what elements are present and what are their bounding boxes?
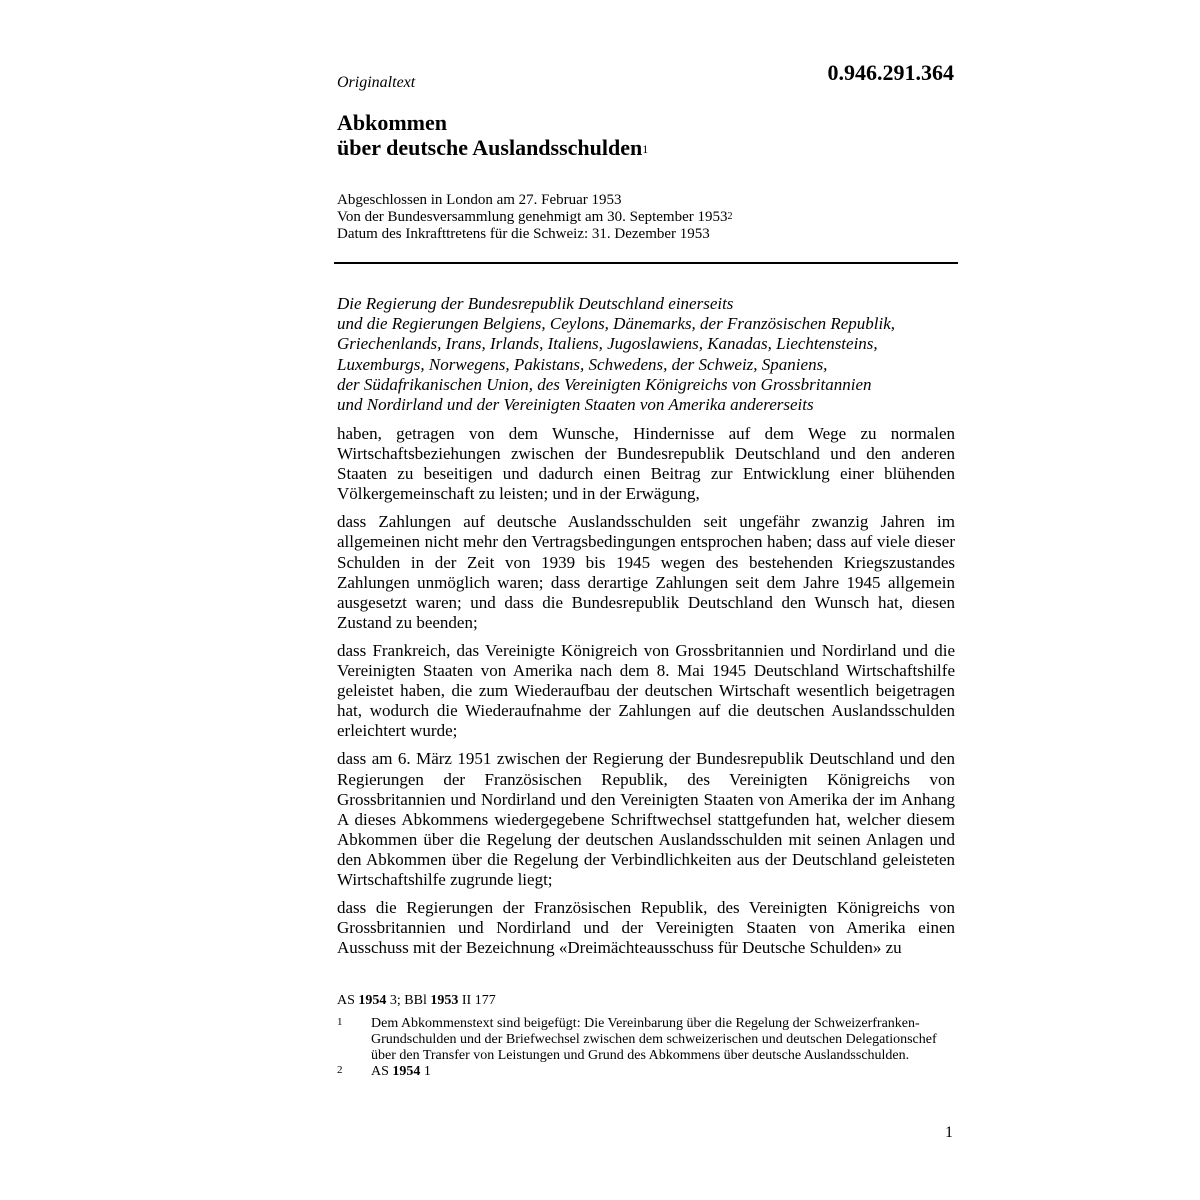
source-as-rest: 3; BBl [386, 993, 431, 1008]
document-metadata [337, 192, 733, 243]
preamble-line: Griechenlands, Irans, Irlands, Italiens, Jugoslawiens, Kanadas, Liechtensteins, [337, 334, 878, 354]
preamble-line: und die Regierungen Belgiens, Ceylons, Dänemarks, der Französischen Republik, [337, 314, 896, 334]
approval-date-text: Von der Bundesversammlung genehmigt am 30. September 1953 [337, 209, 728, 225]
source-as-prefix: AS [337, 993, 359, 1008]
footnote-text [371, 1064, 947, 1080]
title-line-2 [337, 135, 648, 160]
footnote-2-prefix: AS [371, 1064, 393, 1079]
footnote-2-year: 1954 [392, 1064, 421, 1079]
approval-date [337, 209, 733, 226]
title-line-2-text: über deutsche Auslandsschulden [337, 135, 643, 160]
paragraph: haben, getragen von dem Wunsche, Hindernisse auf dem Wege zu normalen Wirtschaftsbeziehungen zwischen der Bundesrepublik Deutschland und den anderen Staaten zu beseitigen und dadurch einen Beitrag zur Entwicklung einer blühenden Völkergemeinschaft zu leisten; und in der Erwägung, [337, 424, 955, 504]
footnote-number: 2 [337, 1064, 343, 1076]
sr-number: 0.946.291.364 [827, 60, 954, 85]
title-footnote-ref[interactable]: 1 [642, 142, 649, 156]
footnote-2-rest: 1 [420, 1064, 431, 1079]
paragraph: dass Zahlungen auf deutsche Auslandsschulden seit ungefähr zwanzig Jahren im allgemeinen nicht mehr den Vertragsbedingungen entsprochen haben; dass auf viele dieser Schulden in der Zeit von 1939 bis 1945 wegen des bestehenden Kriegszustandes Zahlungen unmöglich waren; dass derartige Zahlungen seit dem Jahre 1945 allgemein ausgesetzt waren; und dass die Bundesrepublik Deutschland den Wunsch hat, diesen Zustand zu beenden; [337, 512, 955, 632]
approval-footnote-ref[interactable]: 2 [727, 211, 733, 222]
paragraph: dass die Regierungen der Französischen Republik, des Vereinigten Königreichs von Grossbritannien und Nordirland und der Vereinigten Staaten von Amerika einen Ausschuss mit der Bezeichnung «Dreimächteausschuss für Deutsche Schulden» zu [337, 898, 955, 958]
source-bbl-rest: II 177 [458, 993, 496, 1008]
preamble-line: und Nordirland und der Vereinigten Staaten von Amerika andererseits [337, 395, 814, 415]
header-divider [334, 262, 958, 264]
preamble-line: Luxemburgs, Norwegens, Pakistans, Schwedens, der Schweiz, Spaniens, [337, 354, 828, 374]
footnote-number: 1 [337, 1016, 343, 1028]
page-number: 1 [945, 1124, 953, 1141]
paragraph: dass Frankreich, das Vereinigte Königreich von Grossbritannien und Nordirland und die Vereinigten Staaten von Amerika nach dem 8. Mai 1945 Deutschland Wirtschaftshilfe geleistet haben, die zum Wiederaufbau der deutschen Wirtschaft wesentlich beigetragen hat, wodurch die Wiederaufnahme der Zahlungen auf die deutschen Auslandsschulden erleichtert wurde; [337, 640, 955, 741]
footnote-1 [337, 1016, 947, 1064]
in-force-date: Datum des Inkrafttretens für die Schweiz: 31. Dezember 1953 [337, 226, 710, 242]
footnote-text: Dem Abkommenstext sind beigefügt: Die Vereinbarung über die Regelung der Schweizerfranken-Grundschulden und der Briefwechsel zwischen dem schweizerischen und deutschen Delegationschef über den Transfer von Leistungen und Grund des Abkommens über deutsche Auslandsschulden. [371, 1016, 937, 1063]
paragraph: dass am 6. März 1951 zwischen der Regierung der Bundesrepublik Deutschland und den Regierungen der Französischen Republik, des Vereinigten Königreichs von Grossbritannien und Nordirland und den Vereinigten Staaten von Amerika der im Anhang A dieses Abkommens wiedergegebene Schriftwechsel stattgefunden hat, welcher diesem Abkommen über die Regelung der deutschen Auslandsschulden mit seinen Anlagen und den Abkommen über die Regelung der Verbindlichkeiten aus der Deutschland geleisteten Wirtschaftshilfe zugrunde liegt; [337, 749, 955, 889]
preamble-line: Die Regierung der Bundesrepublik Deutschland einerseits [337, 294, 734, 313]
original-text-label: Originaltext [337, 74, 416, 91]
source-bbl-year: 1953 [430, 993, 459, 1008]
source-reference [337, 993, 496, 1009]
document-title [337, 110, 648, 160]
footnotes [337, 1016, 947, 1080]
source-as-year: 1954 [358, 993, 387, 1008]
body-text [337, 424, 955, 966]
concluded-date: Abgeschlossen in London am 27. Februar 1953 [337, 192, 622, 208]
title-line-1: Abkommen [337, 110, 448, 135]
footnote-2 [337, 1064, 947, 1080]
preamble-parties [337, 294, 957, 415]
preamble-line: der Südafrikanischen Union, des Vereinigten Königreichs von Grossbritannien [337, 374, 872, 394]
